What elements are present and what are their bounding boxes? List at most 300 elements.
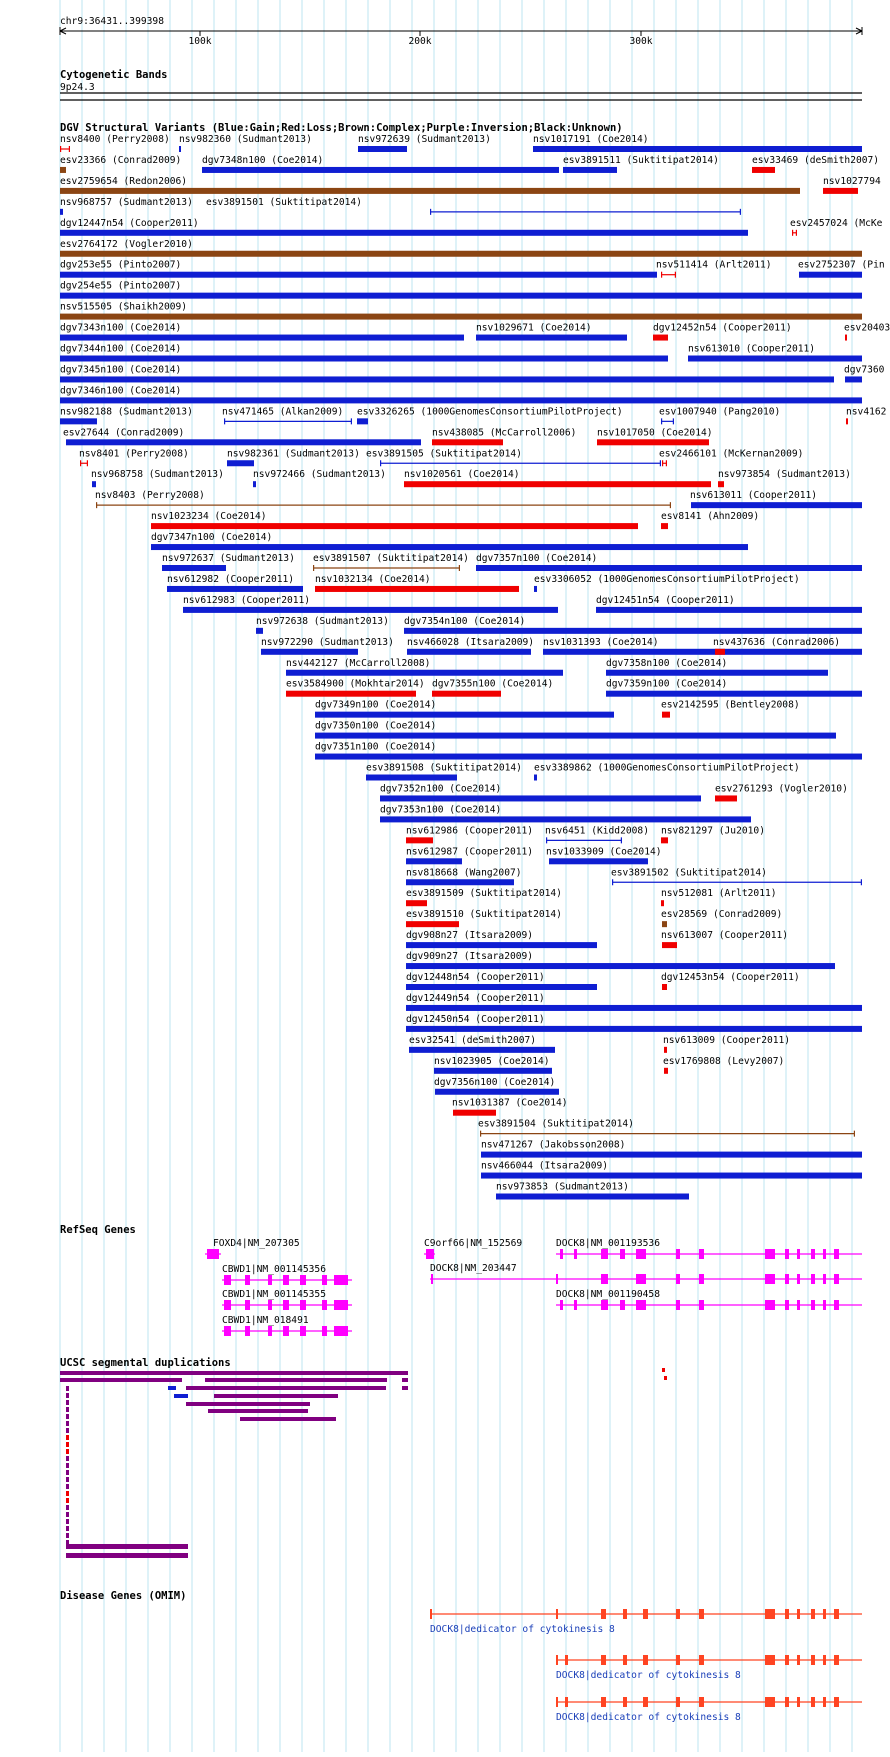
- segdup-block: [66, 1533, 69, 1538]
- gene-exon: [811, 1274, 815, 1284]
- segdup-block: [60, 1371, 408, 1375]
- gene-exon: [834, 1300, 839, 1310]
- segdup-block: [240, 1417, 336, 1421]
- gene-exon: [636, 1274, 646, 1284]
- gene-exon: [699, 1300, 704, 1310]
- variant-label: nsv1023905 (Coe2014): [434, 1055, 550, 1067]
- omim-exon: [785, 1697, 789, 1707]
- variant-bar: [549, 858, 648, 864]
- variant-bar: [380, 795, 701, 801]
- variant-label: esv2761293 (Vogler2010): [715, 783, 848, 795]
- segdup-block: [402, 1378, 408, 1382]
- gene-exon: [636, 1249, 646, 1259]
- variant-bar: [718, 481, 724, 487]
- variant-label: dgv12448n54 (Cooper2011): [406, 972, 545, 983]
- segdup-block: [66, 1456, 69, 1461]
- variant-end: [480, 1131, 481, 1137]
- segdup-block: [60, 1378, 182, 1382]
- gene-exon: [823, 1300, 826, 1310]
- variant-bar: [60, 356, 668, 362]
- segdup-block: [186, 1386, 386, 1390]
- segdup-block: [66, 1393, 69, 1398]
- segdup-block: [66, 1491, 69, 1496]
- variant-bar: [227, 460, 254, 466]
- variant-bar: [799, 272, 862, 278]
- segdup-block: [372, 1371, 408, 1375]
- gene-exon: [322, 1275, 327, 1285]
- gene-exon: [224, 1275, 231, 1285]
- segdup-block: [208, 1409, 308, 1413]
- segdup-block: [66, 1421, 69, 1426]
- variant-bar: [357, 418, 368, 424]
- omim-exon: [797, 1655, 800, 1665]
- variant-label: dgv7360: [844, 364, 885, 376]
- gene-exon: [268, 1326, 272, 1336]
- variant-label: dgv7343n100 (Coe2014): [60, 322, 182, 334]
- gene-label: FOXD4|NM_207305: [213, 1238, 300, 1249]
- cytoband-track-title: Cytogenetic Bands: [60, 69, 168, 81]
- segdup-block: [402, 1386, 408, 1390]
- variant-label: esv3326265 (1000GenomesConsortiumPilotProject): [357, 406, 623, 418]
- omim-exon: [823, 1697, 826, 1707]
- variant-label: nsv1029671 (Coe2014): [476, 322, 592, 334]
- omim-exon: [699, 1655, 704, 1665]
- variant-bar: [315, 754, 862, 760]
- omim-exon: [623, 1655, 627, 1665]
- variant-label: nsv612987 (Cooper2011): [406, 846, 534, 858]
- variant-label: dgv7358n100 (Coe2014): [606, 657, 728, 669]
- variant-bar: [404, 481, 711, 487]
- gene-exon: [834, 1274, 839, 1284]
- gene-exon: [224, 1300, 231, 1310]
- variant-end: [854, 1131, 855, 1137]
- variant-end: [660, 460, 661, 466]
- variant-end: [224, 418, 225, 424]
- variant-label: nsv972639 (Sudmant2013): [358, 134, 491, 145]
- gene-label: CBWD1|NM_018491: [222, 1315, 309, 1326]
- gene-exon: [636, 1300, 646, 1310]
- variant-label: nsv466044 (Itsara2009): [481, 1160, 609, 1172]
- omim-exon: [556, 1697, 558, 1707]
- variant-label: nsv1020561 (Coe2014): [404, 469, 520, 481]
- omim-label: DOCK8|dedicator of cytokinesis 8: [556, 1670, 741, 1681]
- variant-bar: [563, 167, 617, 173]
- variant-label: esv3891502 (Suktitipat2014): [611, 867, 767, 879]
- gene-exon: [245, 1326, 250, 1336]
- gene-exon: [620, 1249, 625, 1259]
- gene-exon: [300, 1275, 306, 1285]
- gene-exon: [334, 1275, 348, 1285]
- variant-label: nsv982360 (Sudmant2013): [179, 134, 312, 145]
- variant-label: nsv471465 (Alkan2009): [222, 406, 344, 418]
- variant-label: nsv982188 (Sudmant2013): [60, 406, 193, 418]
- variant-bar: [60, 272, 657, 278]
- variant-end: [621, 837, 622, 843]
- omim-exon: [643, 1609, 648, 1619]
- variant-end: [96, 502, 97, 508]
- variant-label: esv3306052 (1000GenomesConsortiumPilotProject): [534, 573, 800, 585]
- variant-bar: [183, 607, 558, 613]
- ruler-tick-label: 100k: [188, 36, 212, 47]
- gene-exon: [785, 1300, 789, 1310]
- gene-exon: [785, 1274, 789, 1284]
- omim-exon: [797, 1697, 800, 1707]
- variant-bar: [253, 481, 256, 487]
- omim-exon: [834, 1655, 839, 1665]
- variant-label: nsv1023234 (Coe2014): [151, 511, 267, 523]
- variant-label: esv32541 (deSmith2007): [409, 1034, 537, 1046]
- variant-end: [60, 146, 61, 152]
- variant-end: [69, 146, 70, 152]
- variant-label: nsv973853 (Sudmant2013): [496, 1181, 629, 1193]
- omim-exon: [823, 1609, 826, 1619]
- variant-bar: [60, 293, 862, 299]
- variant-label: esv33469 (deSmith2007): [752, 154, 880, 166]
- omim-exon: [823, 1655, 826, 1665]
- variant-label: esv3891508 (Suktitipat2014): [366, 762, 522, 774]
- segdup-block: [66, 1407, 69, 1412]
- refseq-track-title: RefSeq Genes: [60, 1224, 136, 1236]
- omim-exon: [676, 1655, 680, 1665]
- variant-label: nsv8400 (Perry2008): [60, 134, 170, 145]
- variant-end: [351, 418, 352, 424]
- gene-exon: [283, 1300, 289, 1310]
- variant-end: [796, 230, 797, 236]
- variant-label: nsv972637 (Sudmant2013): [162, 553, 295, 564]
- gene-label: CBWD1|NM_001145356: [222, 1264, 326, 1275]
- variant-bar: [432, 439, 503, 445]
- variant-bar: [261, 649, 358, 655]
- variant-end: [80, 460, 81, 466]
- variant-bar: [60, 251, 862, 257]
- variant-label: nsv613010 (Cooper2011): [688, 343, 816, 355]
- variant-label: nsv471267 (Jakobsson2008): [481, 1139, 626, 1151]
- variant-label: esv3584900 (Mokhtar2014): [286, 678, 425, 690]
- variant-label: nsv968758 (Sudmant2013): [91, 469, 224, 481]
- variant-label: dgv12450n54 (Cooper2011): [406, 1013, 545, 1025]
- variant-bar: [286, 670, 563, 676]
- variant-end: [670, 502, 671, 508]
- gene-exon: [823, 1274, 826, 1284]
- variant-end: [661, 272, 662, 278]
- variant-label: esv2457024 (McKe: [790, 217, 883, 229]
- variant-bar: [715, 795, 737, 801]
- omim-exon: [565, 1697, 568, 1707]
- variant-bar: [202, 167, 559, 173]
- gene-exon: [601, 1274, 608, 1284]
- variant-bar: [435, 1089, 559, 1095]
- variant-bar: [664, 1068, 668, 1074]
- variant-bar: [597, 439, 709, 445]
- variant-label: dgv7356n100 (Coe2014): [434, 1076, 556, 1088]
- variant-label: dgv7350n100 (Coe2014): [315, 720, 437, 732]
- variant-label: esv2759654 (Redon2006): [60, 175, 188, 187]
- variant-bar: [661, 523, 668, 529]
- variant-label: dgv7349n100 (Coe2014): [315, 699, 437, 711]
- omim-exon: [556, 1655, 558, 1665]
- variant-label: nsv511414 (Arlt2011): [656, 259, 772, 271]
- variant-label: nsv613011 (Cooper2011): [690, 490, 818, 502]
- variant-bar: [256, 628, 263, 634]
- variant-label: esv3891510 (Suktitipat2014): [406, 909, 562, 921]
- dgv-track-title: DGV Structural Variants (Blue:Gain;Red:Loss;Brown:Complex;Purple:Inversion;Black:Unknown): [60, 122, 623, 134]
- variant-bar: [845, 376, 862, 382]
- variant-bar: [60, 230, 748, 236]
- omim-exon: [601, 1609, 606, 1619]
- variant-bar: [606, 691, 862, 697]
- variant-label: nsv1017191 (Coe2014): [533, 134, 649, 145]
- variant-bar: [476, 565, 862, 571]
- variant-label: nsv968757 (Sudmant2013): [60, 196, 193, 208]
- variant-bar: [60, 188, 800, 194]
- variant-bar: [151, 544, 748, 550]
- variant-bar: [406, 1005, 862, 1011]
- variant-bar: [407, 649, 531, 655]
- omim-track-title: Disease Genes (OMIM): [60, 1590, 187, 1602]
- segdup-block: [66, 1512, 69, 1517]
- variant-label: nsv6451 (Kidd2008): [545, 825, 649, 837]
- gene-exon: [765, 1300, 775, 1310]
- variant-end: [740, 209, 741, 215]
- segdup-track: [60, 1357, 667, 1558]
- segdup-block: [66, 1463, 69, 1468]
- cytoband-label: 9p24.3: [60, 82, 95, 93]
- segdup-block: [66, 1544, 188, 1549]
- omim-exon: [676, 1609, 680, 1619]
- variant-bar: [406, 879, 514, 885]
- variant-end: [662, 460, 663, 466]
- variant-label: esv3891504 (Suktitipat2014): [478, 1118, 634, 1130]
- omim-exon: [601, 1655, 606, 1665]
- variant-bar: [60, 209, 63, 215]
- omim-exon: [623, 1609, 627, 1619]
- variant-label: esv3891505 (Suktitipat2014): [366, 448, 522, 460]
- variant-bar: [752, 167, 775, 173]
- variant-label: esv1769808 (Levy2007): [663, 1055, 785, 1067]
- variant-bar: [60, 397, 862, 403]
- variant-label: esv2752307 (Pin: [798, 259, 885, 271]
- segdup-block: [66, 1428, 69, 1433]
- gene-exon: [811, 1300, 815, 1310]
- dgv-track: [60, 122, 890, 1200]
- variant-end: [612, 879, 613, 885]
- variant-label: dgv908n27 (Itsara2009): [406, 930, 534, 942]
- gene-exon: [823, 1249, 826, 1259]
- variant-label: dgv12447n54 (Cooper2011): [60, 217, 199, 229]
- omim-exon: [785, 1655, 789, 1665]
- gene-label: DOCK8|NM_001193536: [556, 1238, 660, 1249]
- variant-label: nsv972290 (Sudmant2013): [261, 636, 394, 648]
- variant-label: nsv512081 (Arlt2011): [661, 888, 777, 900]
- variant-label: dgv7351n100 (Coe2014): [315, 741, 437, 753]
- variant-end: [666, 460, 667, 466]
- variant-label: dgv7352n100 (Coe2014): [380, 783, 502, 795]
- segdup-block: [66, 1477, 69, 1482]
- variant-label: esv3891509 (Suktitipat2014): [406, 888, 562, 900]
- gene-exon: [699, 1249, 704, 1259]
- segdup-block: [168, 1386, 176, 1390]
- variant-bar: [60, 418, 97, 424]
- segdup-block: [66, 1470, 69, 1475]
- segdup-block: [66, 1484, 69, 1489]
- variant-bar: [846, 418, 848, 424]
- gene-exon: [699, 1274, 704, 1284]
- variant-label: nsv612986 (Cooper2011): [406, 825, 534, 837]
- gene-exon: [207, 1249, 219, 1259]
- variant-bar: [92, 481, 96, 487]
- gene-exon: [560, 1249, 563, 1259]
- variant-end: [546, 837, 547, 843]
- variant-bar: [406, 1026, 862, 1032]
- segdup-block: [66, 1505, 69, 1510]
- variant-bar: [688, 356, 862, 362]
- segdup-block: [66, 1540, 69, 1545]
- variant-bar: [662, 942, 677, 948]
- variant-bar: [162, 565, 226, 571]
- gene-exon: [245, 1300, 250, 1310]
- variant-label: esv2142595 (Bentley2008): [661, 699, 800, 711]
- segdup-block: [662, 1368, 665, 1372]
- variant-end: [380, 460, 381, 466]
- variant-label: esv3891511 (Suktitipat2014): [563, 154, 719, 166]
- variant-bar: [179, 146, 181, 152]
- omim-exon: [834, 1697, 839, 1707]
- variant-label: dgv12449n54 (Cooper2011): [406, 992, 545, 1004]
- gene-exon: [300, 1326, 306, 1336]
- omim-exon: [699, 1697, 704, 1707]
- variant-bar: [432, 691, 501, 697]
- variant-bar: [606, 670, 828, 676]
- gene-exon: [601, 1249, 608, 1259]
- variant-bar: [534, 775, 537, 781]
- variant-bar: [406, 984, 597, 990]
- gene-exon: [245, 1275, 250, 1285]
- segdup-block: [66, 1526, 69, 1531]
- variant-end: [673, 418, 674, 424]
- omim-exon: [811, 1655, 815, 1665]
- variant-end: [792, 230, 793, 236]
- variant-label: nsv438085 (McCarroll2006): [432, 427, 577, 439]
- variant-bar: [845, 335, 847, 341]
- variant-bar: [315, 712, 614, 718]
- gene-exon: [300, 1300, 306, 1310]
- variant-label: dgv909n27 (Itsara2009): [406, 951, 534, 963]
- variant-label: esv2764172 (Vogler2010): [60, 238, 193, 250]
- gene-exon: [797, 1249, 800, 1259]
- gene-exon: [797, 1274, 800, 1284]
- variant-label: dgv7354n100 (Coe2014): [404, 615, 526, 627]
- variant-label: dgv7345n100 (Coe2014): [60, 364, 182, 376]
- ruler-tick-label: 200k: [408, 36, 432, 47]
- gene-exon: [834, 1249, 839, 1259]
- gene-exon: [574, 1249, 577, 1259]
- variant-label: nsv613007 (Cooper2011): [661, 930, 789, 942]
- variant-label: esv23366 (Conrad2009): [60, 154, 182, 166]
- variant-bar: [60, 335, 464, 341]
- variant-bar: [661, 900, 664, 906]
- segdup-block: [66, 1435, 69, 1440]
- segdup-block: [66, 1449, 69, 1454]
- region-title: chr9:36431..399398: [60, 16, 164, 27]
- gene-exon: [334, 1300, 348, 1310]
- variant-bar: [315, 733, 836, 739]
- variant-label: esv28569 (Conrad2009): [661, 909, 783, 921]
- segdup-block: [66, 1386, 69, 1391]
- omim-exon: [811, 1609, 815, 1619]
- variant-label: nsv982361 (Sudmant2013): [227, 448, 360, 460]
- variant-bar: [358, 146, 407, 152]
- variant-bar: [66, 439, 421, 445]
- segdup-block: [66, 1442, 69, 1447]
- segdup-block: [174, 1394, 188, 1398]
- variant-label: nsv973854 (Sudmant2013): [718, 469, 851, 481]
- gene-exon: [676, 1274, 680, 1284]
- omim-exon: [765, 1655, 775, 1665]
- variant-label: esv8141 (Ahn2009): [661, 511, 760, 523]
- variant-bar: [476, 335, 627, 341]
- variant-label: esv3891507 (Suktitipat2014): [313, 553, 469, 564]
- variant-label: nsv1017050 (Coe2014): [597, 427, 713, 439]
- variant-bar: [823, 188, 858, 194]
- omim-exon: [797, 1609, 800, 1619]
- gene-exon: [224, 1326, 231, 1336]
- gene-exon: [283, 1326, 289, 1336]
- gene-exon: [560, 1300, 563, 1310]
- variant-label: nsv972638 (Sudmant2013): [256, 615, 389, 627]
- variant-label: dgv7344n100 (Coe2014): [60, 343, 182, 355]
- variant-label: nsv442127 (McCarroll2008): [286, 657, 431, 669]
- omim-exon: [765, 1697, 775, 1707]
- variant-bar: [662, 921, 667, 927]
- variant-label: nsv8403 (Perry2008): [95, 490, 205, 502]
- gene-exon: [765, 1249, 775, 1259]
- variant-label: nsv515505 (Shaikh2009): [60, 301, 188, 313]
- gene-exon: [556, 1274, 558, 1284]
- variant-bar: [715, 649, 725, 655]
- variant-label: nsv1033909 (Coe2014): [546, 846, 662, 858]
- variant-bar: [151, 523, 638, 529]
- variant-label: esv3891501 (Suktitipat2014): [206, 196, 362, 208]
- variant-bar: [406, 963, 835, 969]
- variant-label: dgv7359n100 (Coe2014): [606, 678, 728, 690]
- gene-label: CBWD1|NM_001145355: [222, 1289, 326, 1300]
- gene-exon: [574, 1300, 577, 1310]
- segdup-block: [66, 1400, 69, 1405]
- omim-exon: [565, 1655, 568, 1665]
- variant-label: dgv7346n100 (Coe2014): [60, 385, 182, 397]
- variant-end: [430, 209, 431, 215]
- variant-label: nsv972466 (Sudmant2013): [253, 469, 386, 481]
- omim-exon: [601, 1697, 606, 1707]
- variant-label: dgv7353n100 (Coe2014): [380, 804, 502, 816]
- ruler-tick-label: 300k: [629, 36, 653, 47]
- variant-bar: [662, 712, 670, 718]
- variant-bar: [453, 1110, 496, 1116]
- segdup-block: [66, 1414, 69, 1419]
- variant-label: nsv818668 (Wang2007): [406, 867, 522, 879]
- gene-exon: [426, 1249, 434, 1259]
- segdup-block: [186, 1402, 310, 1406]
- variant-label: nsv8401 (Perry2008): [79, 448, 189, 460]
- gene-exon: [334, 1326, 348, 1336]
- gene-exon: [676, 1249, 680, 1259]
- variant-bar: [60, 167, 66, 173]
- variant-label: dgv7357n100 (Coe2014): [476, 553, 598, 564]
- gene-exon: [676, 1300, 680, 1310]
- gene-label: DOCK8|NM_001190458: [556, 1289, 660, 1300]
- omim-exon: [765, 1609, 775, 1619]
- variant-bar: [596, 607, 862, 613]
